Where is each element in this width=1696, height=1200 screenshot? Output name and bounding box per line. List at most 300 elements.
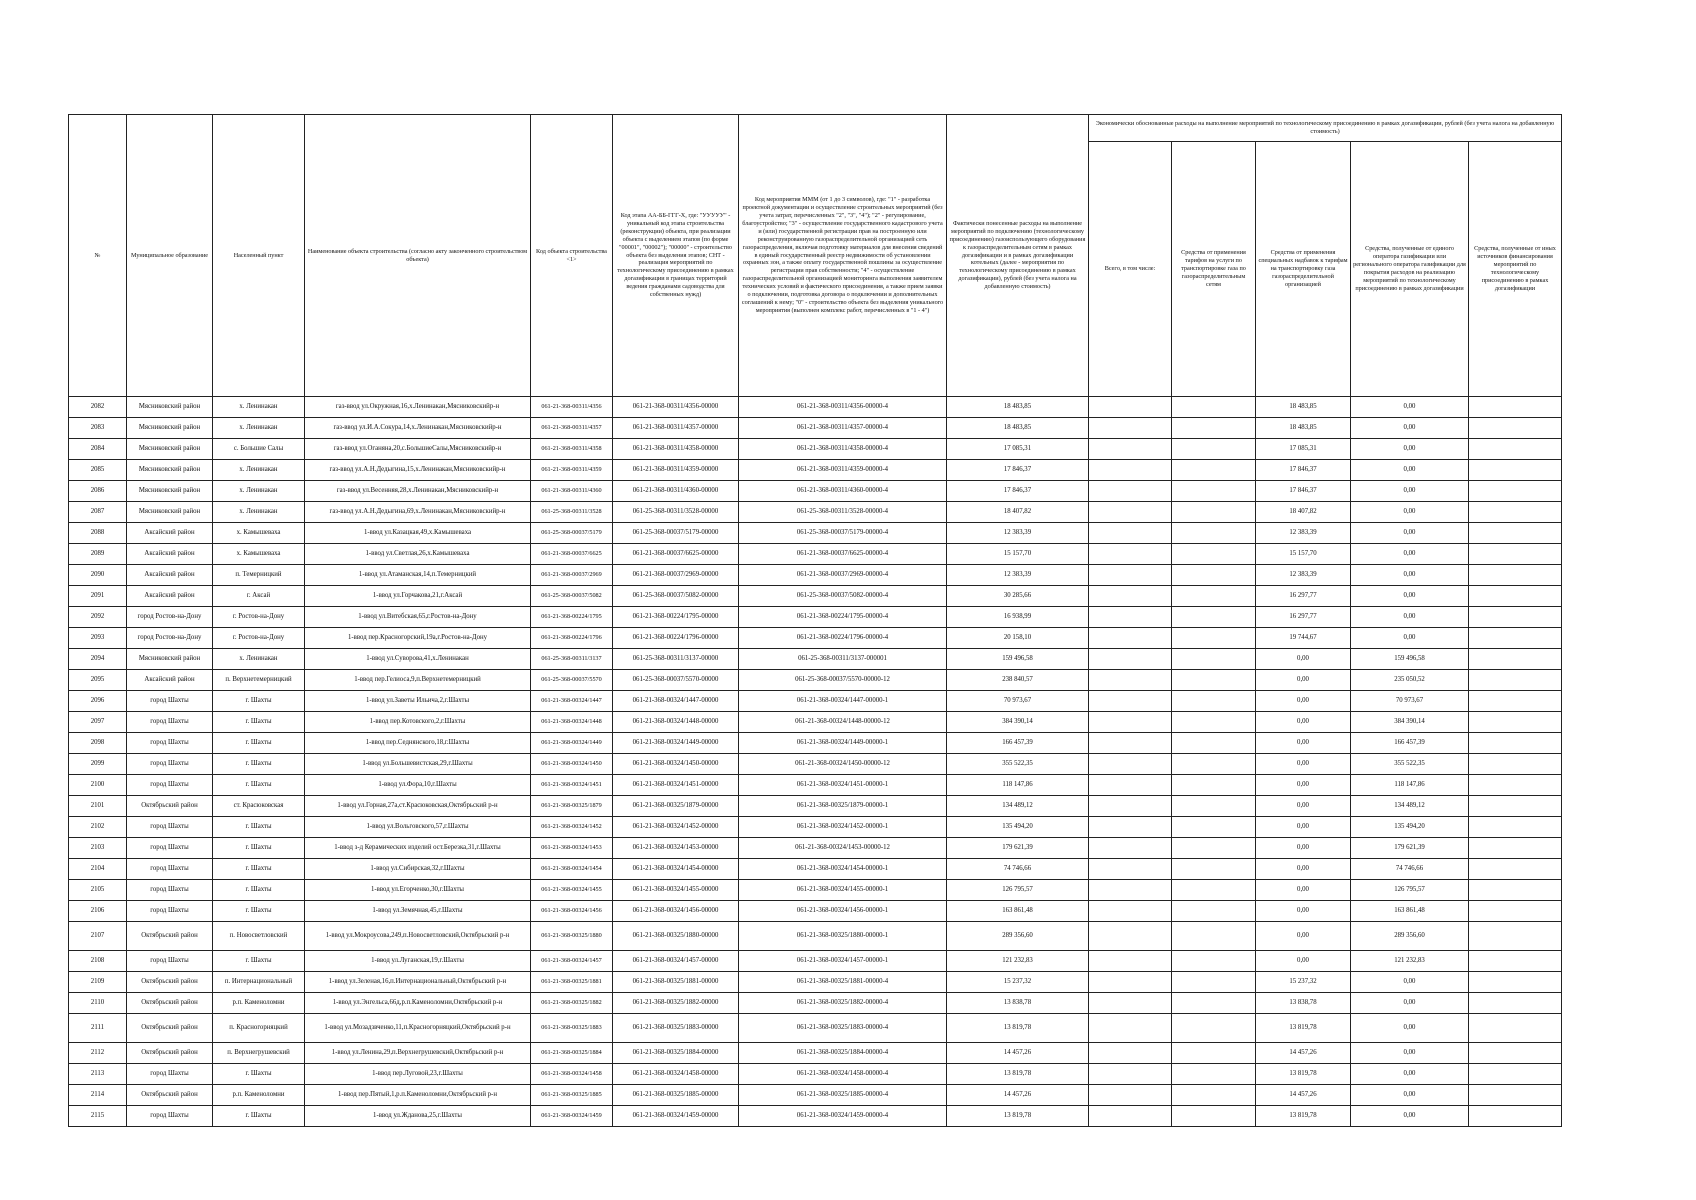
municipality-cell: Октябрьский район bbox=[127, 972, 213, 993]
settlement-cell: х. Камышеваха bbox=[213, 544, 305, 565]
settlement-cell: ст. Красюковская bbox=[213, 796, 305, 817]
settlement-cell: г. Шахты bbox=[213, 838, 305, 859]
settlement-cell: г. Аксай bbox=[213, 586, 305, 607]
operator-funds-cell: 0,00 bbox=[1351, 1014, 1469, 1043]
row-number-cell: 2095 bbox=[69, 670, 127, 691]
tariff-funds-cell bbox=[1172, 817, 1256, 838]
actual-costs-cell: 20 158,10 bbox=[947, 628, 1089, 649]
actual-costs-cell: 16 938,99 bbox=[947, 607, 1089, 628]
event-code-cell: 061-21-368-00324/1455-00000-1 bbox=[739, 880, 947, 901]
total-cell bbox=[1089, 460, 1172, 481]
stage-code-cell: 061-21-368-00324/1448-00000 bbox=[613, 712, 739, 733]
event-code-cell: 061-21-368-00324/1457-00000-1 bbox=[739, 951, 947, 972]
table-row bbox=[69, 754, 1562, 775]
stage-code-cell: 061-21-368-00324/1459-00000 bbox=[613, 1106, 739, 1127]
actual-costs-cell: 15 237,32 bbox=[947, 972, 1089, 993]
operator-funds-cell: 0,00 bbox=[1351, 607, 1469, 628]
settlement-cell: п. Верхнегрушевский bbox=[213, 1043, 305, 1064]
stage-code-cell: 061-21-368-00311/4357-00000 bbox=[613, 418, 739, 439]
object-name-cell: 1-ввод ул.Горчакова,21,г.Аксай bbox=[305, 586, 531, 607]
event-code-cell: 061-21-368-00311/4360-00000-4 bbox=[739, 481, 947, 502]
table-row bbox=[69, 649, 1562, 670]
row-number-cell: 2094 bbox=[69, 649, 127, 670]
object-code-cell: 061-21-368-00324/1454 bbox=[531, 859, 613, 880]
header-surcharge-funds: Средства от применения специальных надбавок к тарифам на транспортировку газа газораспределительной организацией bbox=[1256, 142, 1351, 397]
row-number-cell: 2089 bbox=[69, 544, 127, 565]
settlement-cell: г. Ростов-на-Дону bbox=[213, 628, 305, 649]
actual-costs-cell: 18 407,82 bbox=[947, 502, 1089, 523]
event-code-cell: 061-21-368-00324/1448-00000-12 bbox=[739, 712, 947, 733]
header-group-title: Экономически обоснованные расходы на выполнение мероприятий по технологическому присоединению в рамках догазификации, рублей (без учета налога на добавленную стоимость) bbox=[1089, 115, 1562, 142]
stage-code-cell: 061-21-368-00325/1881-00000 bbox=[613, 972, 739, 993]
other-funds-cell bbox=[1469, 607, 1562, 628]
settlement-cell: г. Ростов-на-Дону bbox=[213, 607, 305, 628]
row-number-cell: 2107 bbox=[69, 922, 127, 951]
total-cell bbox=[1089, 544, 1172, 565]
object-name-cell: 1-ввод ул.Земячная,45,г.Шахты bbox=[305, 901, 531, 922]
actual-costs-cell: 126 795,57 bbox=[947, 880, 1089, 901]
surcharge-funds-cell: 0,00 bbox=[1256, 775, 1351, 796]
total-cell bbox=[1089, 733, 1172, 754]
row-number-cell: 2115 bbox=[69, 1106, 127, 1127]
row-number-cell: 2097 bbox=[69, 712, 127, 733]
row-number-cell: 2096 bbox=[69, 691, 127, 712]
table-row bbox=[69, 1043, 1562, 1064]
municipality-cell: Мясниковский район bbox=[127, 397, 213, 418]
surcharge-funds-cell: 0,00 bbox=[1256, 859, 1351, 880]
settlement-cell: г. Шахты bbox=[213, 775, 305, 796]
settlement-cell: г. Шахты bbox=[213, 859, 305, 880]
tariff-funds-cell bbox=[1172, 1064, 1256, 1085]
settlement-cell: х. Ленинакан bbox=[213, 397, 305, 418]
surcharge-funds-cell: 0,00 bbox=[1256, 733, 1351, 754]
other-funds-cell bbox=[1469, 439, 1562, 460]
object-name-cell: 1-ввод ул.Ленина,29,п.Верхнегрушевский,Октябрьский р-н bbox=[305, 1043, 531, 1064]
object-name-cell: 1-ввод пер.Седнянского,18,г.Шахты bbox=[305, 733, 531, 754]
total-cell bbox=[1089, 1014, 1172, 1043]
row-number-cell: 2110 bbox=[69, 993, 127, 1014]
tariff-funds-cell bbox=[1172, 733, 1256, 754]
municipality-cell: Октябрьский район bbox=[127, 1014, 213, 1043]
event-code-cell: 061-21-368-00037/2969-00000-4 bbox=[739, 565, 947, 586]
stage-code-cell: 061-25-368-00037/5570-00000 bbox=[613, 670, 739, 691]
actual-costs-cell: 289 356,60 bbox=[947, 922, 1089, 951]
event-code-cell: 061-21-368-00325/1882-00000-4 bbox=[739, 993, 947, 1014]
settlement-cell: х. Ленинакан bbox=[213, 481, 305, 502]
table-row bbox=[69, 775, 1562, 796]
object-code-cell: 061-21-368-00325/1885 bbox=[531, 1085, 613, 1106]
operator-funds-cell: 0,00 bbox=[1351, 523, 1469, 544]
table-row bbox=[69, 565, 1562, 586]
total-cell bbox=[1089, 418, 1172, 439]
table-row bbox=[69, 901, 1562, 922]
stage-code-cell: 061-21-368-00325/1884-00000 bbox=[613, 1043, 739, 1064]
municipality-cell: Аксайский район bbox=[127, 544, 213, 565]
settlement-cell: г. Шахты bbox=[213, 712, 305, 733]
municipality-cell: Мясниковский район bbox=[127, 502, 213, 523]
total-cell bbox=[1089, 922, 1172, 951]
actual-costs-cell: 179 621,39 bbox=[947, 838, 1089, 859]
table-row bbox=[69, 418, 1562, 439]
other-funds-cell bbox=[1469, 775, 1562, 796]
row-number-cell: 2090 bbox=[69, 565, 127, 586]
settlement-cell: п. Красногорняцкий bbox=[213, 1014, 305, 1043]
object-name-cell: 1-ввод ул.Жданова,25,г.Шахты bbox=[305, 1106, 531, 1127]
table-row bbox=[69, 951, 1562, 972]
header-num: № bbox=[69, 115, 127, 397]
tariff-funds-cell bbox=[1172, 880, 1256, 901]
municipality-cell: Мясниковский район bbox=[127, 418, 213, 439]
actual-costs-cell: 70 973,67 bbox=[947, 691, 1089, 712]
object-name-cell: газ-ввод ул.А.Н.Дедыгина,69,х.Ленинакан,Мясниковскийр-н bbox=[305, 502, 531, 523]
settlement-cell: р.п. Каменоломни bbox=[213, 1085, 305, 1106]
stage-code-cell: 061-21-368-00324/1450-00000 bbox=[613, 754, 739, 775]
tariff-funds-cell bbox=[1172, 460, 1256, 481]
stage-code-cell: 061-21-368-00224/1795-00000 bbox=[613, 607, 739, 628]
other-funds-cell bbox=[1469, 859, 1562, 880]
other-funds-cell bbox=[1469, 586, 1562, 607]
event-code-cell: 061-21-368-00325/1884-00000-4 bbox=[739, 1043, 947, 1064]
actual-costs-cell: 135 494,20 bbox=[947, 817, 1089, 838]
object-code-cell: 061-21-368-00324/1450 bbox=[531, 754, 613, 775]
object-code-cell: 061-21-368-00324/1449 bbox=[531, 733, 613, 754]
settlement-cell: п. Интернациональный bbox=[213, 972, 305, 993]
actual-costs-cell: 17 846,37 bbox=[947, 481, 1089, 502]
stage-code-cell: 061-21-368-00324/1454-00000 bbox=[613, 859, 739, 880]
tariff-funds-cell bbox=[1172, 838, 1256, 859]
header-other-funds: Средства, полученные от иных источников финансирования мероприятий по технологическому присоединению в рамках догазификации bbox=[1469, 142, 1562, 397]
total-cell bbox=[1089, 691, 1172, 712]
report-sheet bbox=[68, 114, 1561, 1127]
other-funds-cell bbox=[1469, 1106, 1562, 1127]
table-row bbox=[69, 712, 1562, 733]
municipality-cell: город Шахты bbox=[127, 1064, 213, 1085]
stage-code-cell: 061-21-368-00311/4358-00000 bbox=[613, 439, 739, 460]
actual-costs-cell: 384 390,14 bbox=[947, 712, 1089, 733]
table-row bbox=[69, 733, 1562, 754]
event-code-cell: 061-21-368-00324/1447-00000-1 bbox=[739, 691, 947, 712]
settlement-cell: х. Ленинакан bbox=[213, 460, 305, 481]
operator-funds-cell: 0,00 bbox=[1351, 439, 1469, 460]
row-number-cell: 2109 bbox=[69, 972, 127, 993]
table-row bbox=[69, 607, 1562, 628]
object-code-cell: 061-21-368-00325/1881 bbox=[531, 972, 613, 993]
object-code-cell: 061-21-368-00324/1452 bbox=[531, 817, 613, 838]
stage-code-cell: 061-21-368-00325/1879-00000 bbox=[613, 796, 739, 817]
table-row bbox=[69, 544, 1562, 565]
total-cell bbox=[1089, 1064, 1172, 1085]
object-name-cell: 1-ввод ул.Зеленая,16,п.Интернациональный,Октябрьский р-н bbox=[305, 972, 531, 993]
operator-funds-cell: 384 390,14 bbox=[1351, 712, 1469, 733]
municipality-cell: город Шахты bbox=[127, 712, 213, 733]
object-code-cell: 061-21-368-00037/6625 bbox=[531, 544, 613, 565]
actual-costs-cell: 238 840,57 bbox=[947, 670, 1089, 691]
actual-costs-cell: 30 285,66 bbox=[947, 586, 1089, 607]
object-code-cell: 061-25-368-00037/5082 bbox=[531, 586, 613, 607]
municipality-cell: Мясниковский район bbox=[127, 439, 213, 460]
event-code-cell: 061-21-368-00324/1449-00000-1 bbox=[739, 733, 947, 754]
event-code-cell: 061-21-368-00311/4357-00000-4 bbox=[739, 418, 947, 439]
row-number-cell: 2085 bbox=[69, 460, 127, 481]
object-code-cell: 061-21-368-00325/1884 bbox=[531, 1043, 613, 1064]
surcharge-funds-cell: 13 838,78 bbox=[1256, 993, 1351, 1014]
surcharge-funds-cell: 18 483,85 bbox=[1256, 418, 1351, 439]
table-row bbox=[69, 481, 1562, 502]
event-code-cell: 061-25-368-00311/3137-000001 bbox=[739, 649, 947, 670]
other-funds-cell bbox=[1469, 972, 1562, 993]
tariff-funds-cell bbox=[1172, 951, 1256, 972]
municipality-cell: Октябрьский район bbox=[127, 1043, 213, 1064]
total-cell bbox=[1089, 439, 1172, 460]
object-name-cell: газ-ввод ул.Оганяна,20,с.БольшиеСалы,Мясниковскийр-н bbox=[305, 439, 531, 460]
actual-costs-cell: 12 383,39 bbox=[947, 565, 1089, 586]
object-code-cell: 061-21-368-00311/4356 bbox=[531, 397, 613, 418]
row-number-cell: 2086 bbox=[69, 481, 127, 502]
actual-costs-cell: 134 489,12 bbox=[947, 796, 1089, 817]
tariff-funds-cell bbox=[1172, 1043, 1256, 1064]
object-name-cell: 1-ввод ул.Витебская,65,г.Ростов-на-Дону bbox=[305, 607, 531, 628]
operator-funds-cell: 0,00 bbox=[1351, 972, 1469, 993]
object-name-cell: 1-ввод з-д Керамических изделий ост.Березка,31,г.Шахты bbox=[305, 838, 531, 859]
object-name-cell: газ-ввод ул.Окружная,16,х.Ленинакан,Мясниковскийр-н bbox=[305, 397, 531, 418]
stage-code-cell: 061-21-368-00037/6625-00000 bbox=[613, 544, 739, 565]
surcharge-funds-cell: 13 819,78 bbox=[1256, 1014, 1351, 1043]
stage-code-cell: 061-21-368-00324/1458-00000 bbox=[613, 1064, 739, 1085]
row-number-cell: 2091 bbox=[69, 586, 127, 607]
table-row bbox=[69, 972, 1562, 993]
operator-funds-cell: 121 232,83 bbox=[1351, 951, 1469, 972]
actual-costs-cell: 13 838,78 bbox=[947, 993, 1089, 1014]
header-operator-funds: Средства, полученные от единого оператора газификации или регионального оператора газификации для покрытия расходов на реализацию мероприятий по технологическому присоединению в рамках догазификации bbox=[1351, 142, 1469, 397]
stage-code-cell: 061-21-368-00325/1885-00000 bbox=[613, 1085, 739, 1106]
event-code-cell: 061-21-368-00311/4356-00000-4 bbox=[739, 397, 947, 418]
total-cell bbox=[1089, 481, 1172, 502]
stage-code-cell: 061-21-368-00311/4356-00000 bbox=[613, 397, 739, 418]
operator-funds-cell: 118 147,86 bbox=[1351, 775, 1469, 796]
row-number-cell: 2113 bbox=[69, 1064, 127, 1085]
stage-code-cell: 061-21-368-00324/1455-00000 bbox=[613, 880, 739, 901]
total-cell bbox=[1089, 972, 1172, 993]
surcharge-funds-cell: 17 846,37 bbox=[1256, 481, 1351, 502]
total-cell bbox=[1089, 901, 1172, 922]
event-code-cell: 061-21-368-00325/1880-00000-1 bbox=[739, 922, 947, 951]
surcharge-funds-cell: 14 457,26 bbox=[1256, 1043, 1351, 1064]
connection-costs-table bbox=[68, 114, 1562, 1127]
operator-funds-cell: 0,00 bbox=[1351, 1043, 1469, 1064]
tariff-funds-cell bbox=[1172, 481, 1256, 502]
tariff-funds-cell bbox=[1172, 397, 1256, 418]
municipality-cell: город Шахты bbox=[127, 733, 213, 754]
event-code-cell: 061-25-368-00037/5082-00000-4 bbox=[739, 586, 947, 607]
other-funds-cell bbox=[1469, 796, 1562, 817]
tariff-funds-cell bbox=[1172, 628, 1256, 649]
row-number-cell: 2108 bbox=[69, 951, 127, 972]
surcharge-funds-cell: 0,00 bbox=[1256, 712, 1351, 733]
actual-costs-cell: 15 157,70 bbox=[947, 544, 1089, 565]
tariff-funds-cell bbox=[1172, 993, 1256, 1014]
other-funds-cell bbox=[1469, 523, 1562, 544]
table-row bbox=[69, 628, 1562, 649]
actual-costs-cell: 163 861,48 bbox=[947, 901, 1089, 922]
row-number-cell: 2098 bbox=[69, 733, 127, 754]
other-funds-cell bbox=[1469, 418, 1562, 439]
object-code-cell: 061-21-368-00324/1451 bbox=[531, 775, 613, 796]
settlement-cell: х. Ленинакан bbox=[213, 649, 305, 670]
operator-funds-cell: 0,00 bbox=[1351, 502, 1469, 523]
row-number-cell: 2087 bbox=[69, 502, 127, 523]
tariff-funds-cell bbox=[1172, 691, 1256, 712]
operator-funds-cell: 0,00 bbox=[1351, 993, 1469, 1014]
total-cell bbox=[1089, 523, 1172, 544]
total-cell bbox=[1089, 838, 1172, 859]
header-stage-code: Код этапа АА-ББ-ГГГ-Х, где: "УУУУУ" - уникальный код этапа строительства (реконструкции) объекта, при реализации объекта с выделением этапов (по форме "00001", "00002"); "00000" - строительство объекта без выделения этапов; СНТ - реализация мероприятий по технологическому присоединению в рамках догазификации в границах территорий ведения гражданами садоводства для собственных нужд) bbox=[613, 115, 739, 397]
total-cell bbox=[1089, 859, 1172, 880]
header-actual-costs: Фактически понесенные расходы на выполнение мероприятий по подключению (технологическому присоединению) газоиспользующего оборудования к газораспределительным сетям в рамках догазификации и в рамках догазификации котельных (далее - мероприятия по технологическому присоединению в рамках догазификации), рублей (без учета налога на добавленную стоимость) bbox=[947, 115, 1089, 397]
table-row bbox=[69, 460, 1562, 481]
header-event-code: Код мероприятия МММ (от 1 до 3 символов), где: "1" - разработка проектной документации и осуществление строительных мероприятий (без учета затрат, перечисленных "2", "3", "4"); "2" - регулирование, благоустройство; "3" - осуществление государственного кадастрового учета и (или) государственной регистрации прав на построенную или реконструированную газораспределительной организацией сеть газораспределения, включая подготовку материалов для внесения сведений в единый государственный реестр недвижимости об установлении охранных зон, а также оплату государственной пошлины за осуществление регистрации прав собственности; "4" - осуществление газораспределительной организацией мониторинга выполнения заявителем технических условий и фактического присоединения, а также прием заявки о подключении, подготовка договора о подключении и дополнительных соглашений к нему; "0" - строительство объекта без выделения уникального мероприятия (выполнен комплекс работ, перечисленных в "1 - 4") bbox=[739, 115, 947, 397]
header-object-code: Код объекта строительства <1> bbox=[531, 115, 613, 397]
row-number-cell: 2111 bbox=[69, 1014, 127, 1043]
municipality-cell: город Шахты bbox=[127, 775, 213, 796]
event-code-cell: 061-21-368-00324/1451-00000-1 bbox=[739, 775, 947, 796]
surcharge-funds-cell: 19 744,67 bbox=[1256, 628, 1351, 649]
table-row bbox=[69, 670, 1562, 691]
actual-costs-cell: 74 746,66 bbox=[947, 859, 1089, 880]
object-name-cell: 1-ввод ул.Вольговского,57,г.Шахты bbox=[305, 817, 531, 838]
row-number-cell: 2084 bbox=[69, 439, 127, 460]
object-name-cell: 1-ввод ул.Егорченко,30,г.Шахты bbox=[305, 880, 531, 901]
settlement-cell: г. Шахты bbox=[213, 754, 305, 775]
table-header bbox=[69, 115, 1562, 397]
row-number-cell: 2093 bbox=[69, 628, 127, 649]
header-settlement: Населенный пункт bbox=[213, 115, 305, 397]
event-code-cell: 061-21-368-00325/1881-00000-4 bbox=[739, 972, 947, 993]
row-number-cell: 2088 bbox=[69, 523, 127, 544]
surcharge-funds-cell: 15 157,70 bbox=[1256, 544, 1351, 565]
municipality-cell: Аксайский район bbox=[127, 523, 213, 544]
operator-funds-cell: 0,00 bbox=[1351, 586, 1469, 607]
other-funds-cell bbox=[1469, 481, 1562, 502]
table-row bbox=[69, 1064, 1562, 1085]
event-code-cell: 061-21-368-00325/1885-00000-4 bbox=[739, 1085, 947, 1106]
surcharge-funds-cell: 14 457,26 bbox=[1256, 1085, 1351, 1106]
table-row bbox=[69, 993, 1562, 1014]
total-cell bbox=[1089, 712, 1172, 733]
other-funds-cell bbox=[1469, 397, 1562, 418]
other-funds-cell bbox=[1469, 544, 1562, 565]
settlement-cell: г. Шахты bbox=[213, 691, 305, 712]
other-funds-cell bbox=[1469, 1064, 1562, 1085]
operator-funds-cell: 0,00 bbox=[1351, 1085, 1469, 1106]
surcharge-funds-cell: 15 237,32 bbox=[1256, 972, 1351, 993]
tariff-funds-cell bbox=[1172, 796, 1256, 817]
operator-funds-cell: 235 050,52 bbox=[1351, 670, 1469, 691]
municipality-cell: город Шахты bbox=[127, 880, 213, 901]
header-municipality: Муниципальное образование bbox=[127, 115, 213, 397]
actual-costs-cell: 12 383,39 bbox=[947, 523, 1089, 544]
total-cell bbox=[1089, 586, 1172, 607]
event-code-cell: 061-21-368-00324/1452-00000-1 bbox=[739, 817, 947, 838]
object-code-cell: 061-21-368-00325/1879 bbox=[531, 796, 613, 817]
tariff-funds-cell bbox=[1172, 775, 1256, 796]
total-cell bbox=[1089, 502, 1172, 523]
settlement-cell: г. Шахты bbox=[213, 1106, 305, 1127]
operator-funds-cell: 355 522,35 bbox=[1351, 754, 1469, 775]
actual-costs-cell: 13 819,78 bbox=[947, 1064, 1089, 1085]
object-code-cell: 061-25-368-00037/5179 bbox=[531, 523, 613, 544]
surcharge-funds-cell: 18 483,85 bbox=[1256, 397, 1351, 418]
total-cell bbox=[1089, 607, 1172, 628]
other-funds-cell bbox=[1469, 712, 1562, 733]
object-code-cell: 061-25-368-00037/5570 bbox=[531, 670, 613, 691]
object-name-cell: 1-ввод ул.Светлая,26,х.Камышеваха bbox=[305, 544, 531, 565]
table-row bbox=[69, 502, 1562, 523]
object-code-cell: 061-21-368-00037/2969 bbox=[531, 565, 613, 586]
event-code-cell: 061-21-368-00037/6625-00000-4 bbox=[739, 544, 947, 565]
object-name-cell: 1-ввод ул.Энгельса,66д,р.п.Каменоломни,Октябрьский р-н bbox=[305, 993, 531, 1014]
event-code-cell: 061-25-368-00037/5570-00000-12 bbox=[739, 670, 947, 691]
other-funds-cell bbox=[1469, 901, 1562, 922]
stage-code-cell: 061-21-368-00324/1456-00000 bbox=[613, 901, 739, 922]
municipality-cell: город Шахты bbox=[127, 951, 213, 972]
operator-funds-cell: 70 973,67 bbox=[1351, 691, 1469, 712]
object-code-cell: 061-21-368-00311/4358 bbox=[531, 439, 613, 460]
table-body bbox=[69, 397, 1562, 1127]
object-code-cell: 061-21-368-00311/4360 bbox=[531, 481, 613, 502]
surcharge-funds-cell: 13 819,78 bbox=[1256, 1064, 1351, 1085]
actual-costs-cell: 166 457,39 bbox=[947, 733, 1089, 754]
actual-costs-cell: 17 846,37 bbox=[947, 460, 1089, 481]
actual-costs-cell: 18 483,85 bbox=[947, 397, 1089, 418]
operator-funds-cell: 74 746,66 bbox=[1351, 859, 1469, 880]
event-code-cell: 061-25-368-00037/5179-00000-4 bbox=[739, 523, 947, 544]
object-code-cell: 061-21-368-00311/4357 bbox=[531, 418, 613, 439]
stage-code-cell: 061-21-368-00324/1452-00000 bbox=[613, 817, 739, 838]
operator-funds-cell: 166 457,39 bbox=[1351, 733, 1469, 754]
table-row bbox=[69, 859, 1562, 880]
tariff-funds-cell bbox=[1172, 712, 1256, 733]
settlement-cell: х. Ленинакан bbox=[213, 418, 305, 439]
total-cell bbox=[1089, 649, 1172, 670]
surcharge-funds-cell: 0,00 bbox=[1256, 670, 1351, 691]
tariff-funds-cell bbox=[1172, 922, 1256, 951]
object-code-cell: 061-21-368-00224/1795 bbox=[531, 607, 613, 628]
object-name-cell: 1-ввод ул.Фора,10,г.Шахты bbox=[305, 775, 531, 796]
operator-funds-cell: 0,00 bbox=[1351, 418, 1469, 439]
total-cell bbox=[1089, 796, 1172, 817]
actual-costs-cell: 14 457,26 bbox=[947, 1043, 1089, 1064]
object-name-cell: 1-ввод ул.Сибирская,32,г.Шахты bbox=[305, 859, 531, 880]
surcharge-funds-cell: 18 407,82 bbox=[1256, 502, 1351, 523]
surcharge-funds-cell: 12 383,39 bbox=[1256, 523, 1351, 544]
tariff-funds-cell bbox=[1172, 439, 1256, 460]
object-name-cell: 1-ввод ул.Заветы Ильича,2,г.Шахты bbox=[305, 691, 531, 712]
other-funds-cell bbox=[1469, 649, 1562, 670]
operator-funds-cell: 126 795,57 bbox=[1351, 880, 1469, 901]
actual-costs-cell: 121 232,83 bbox=[947, 951, 1089, 972]
settlement-cell: г. Шахты bbox=[213, 733, 305, 754]
total-cell bbox=[1089, 1085, 1172, 1106]
object-name-cell: 1-ввод пер.Гелиоса,9,п.Верхнетемерницкий bbox=[305, 670, 531, 691]
event-code-cell: 061-21-368-00324/1459-00000-4 bbox=[739, 1106, 947, 1127]
surcharge-funds-cell: 0,00 bbox=[1256, 838, 1351, 859]
table-row bbox=[69, 922, 1562, 951]
other-funds-cell bbox=[1469, 880, 1562, 901]
object-name-cell: 1-ввод пер.Котовского,2,г.Шахты bbox=[305, 712, 531, 733]
total-cell bbox=[1089, 1106, 1172, 1127]
surcharge-funds-cell: 13 819,78 bbox=[1256, 1106, 1351, 1127]
settlement-cell: г. Шахты bbox=[213, 880, 305, 901]
